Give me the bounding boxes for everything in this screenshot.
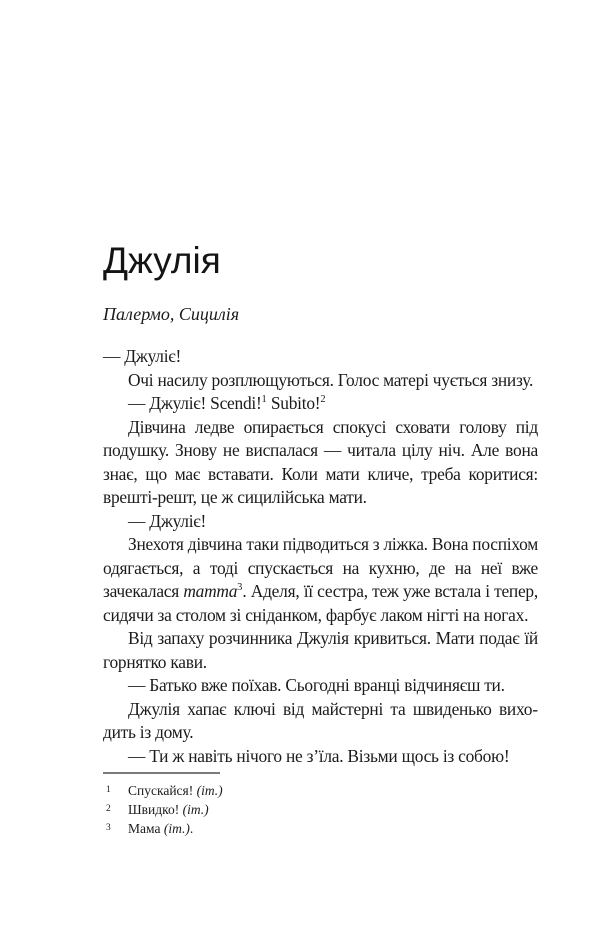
paragraph [103, 674, 538, 698]
footnote-reference: 1 [261, 394, 267, 406]
paragraph [103, 533, 538, 627]
footnote-item [103, 800, 538, 819]
chapter-title: Джулія [103, 240, 221, 281]
text-run: — Джуліє! Scendi! [128, 393, 262, 413]
chapter-location: Палермо, Сицилія [103, 304, 240, 324]
footnotes [103, 772, 538, 838]
italic-text-run: (іт.) [196, 783, 223, 798]
text-run: Від запаху розчинника Джулія кривиться. Мати подає їй горнятко кави. [103, 628, 538, 672]
text-run: Джулія хапає ключі від майстерні та швиденько виходить із дому. [103, 698, 538, 742]
paragraph [103, 698, 538, 745]
footnote-list [103, 781, 538, 838]
text-run: Subito! [266, 393, 321, 413]
paragraph [103, 392, 538, 416]
text-run: Мама [128, 821, 164, 836]
text-run: — Джуліє! [103, 346, 182, 366]
footnote-item [103, 781, 538, 800]
text-run: — Ти ж навіть нічого не з’їла. Візьми щось із собою! [128, 745, 510, 766]
text-run: Спускайся! [128, 783, 197, 798]
text-run: Дівчина ледве опирається спокусі сховати голову під подушку. Знову не виспалася — читала цілу ніч. Але вона знає, що має вставати. Коли мати кличе, треба коритися: врешті-решт, це ж сицилійська мати. [103, 416, 538, 507]
footnote-separator [103, 772, 220, 774]
paragraph [103, 369, 538, 393]
italic-text-run: (іт.) [182, 802, 209, 817]
italic-text-run: (іт.) [163, 821, 190, 836]
text-run: — Батько вже поїхав. Сьогодні вранці відчиняєш ти. [128, 675, 505, 695]
paragraph [103, 745, 538, 769]
footnote-reference: 3 [237, 582, 243, 594]
paragraph [103, 627, 538, 674]
text-run: . Аделя, її сестра, теж уже встала і тепер, сидячи за столом зі сніданком, фарбує лаком нігті на ногах. [103, 581, 538, 625]
footnote-marker: 2 [106, 804, 111, 814]
footnote-marker: 1 [106, 785, 111, 795]
paragraph [103, 416, 538, 510]
footnote-item [103, 819, 538, 838]
text-run: . [189, 821, 194, 836]
body-text [103, 345, 538, 768]
text-run: Очі насилу розплющуються. Голос матері чується знизу. [128, 369, 534, 390]
text-run: Швидко! [128, 802, 183, 817]
footnote-reference: 2 [320, 394, 326, 406]
text-run: Знехотя дівчина таки підводиться з ліжка. Вона поспіхом одягається, а тоді спускається на кухню, де на неї вже зачекалася [103, 534, 538, 601]
text-run: — Джуліє! [128, 510, 207, 531]
paragraph [103, 510, 538, 534]
paragraph [103, 345, 538, 369]
italic-text-run: mamma [183, 581, 238, 601]
footnote-marker: 3 [106, 823, 111, 833]
